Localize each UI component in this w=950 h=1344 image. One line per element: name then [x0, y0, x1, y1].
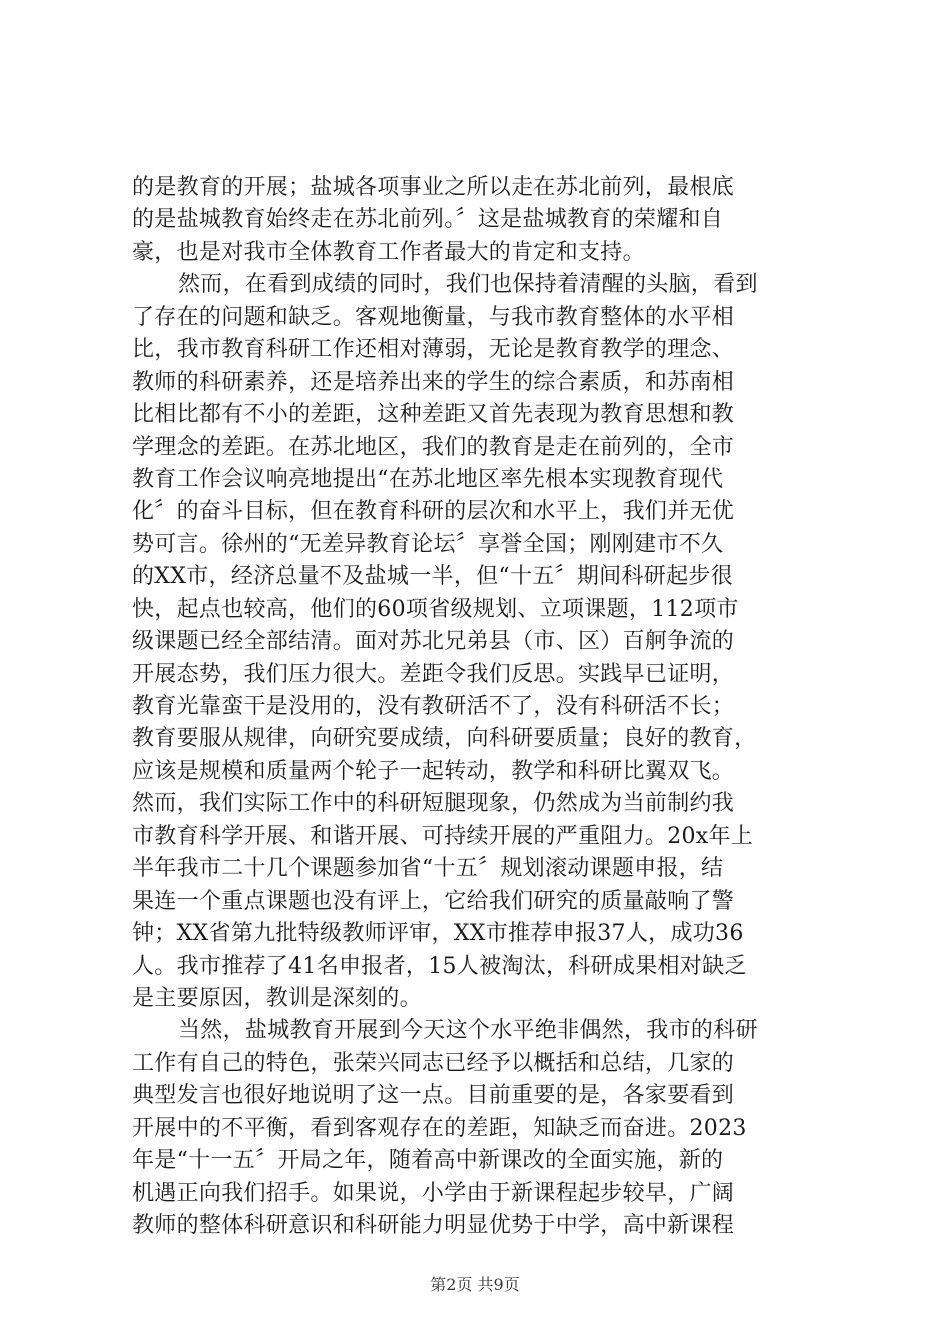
- body-text: [132, 172, 832, 1242]
- text-line: 了存在的问题和缺乏。客观地衡量，与我市教育整体的水平相: [132, 304, 735, 330]
- text-line: 教育要服从规律，向研究要成绩，向科研要质量；良好的教育，: [132, 726, 757, 752]
- text-line: 化〞的奋斗目标，但在教育科研的层次和水平上，我们并无优: [132, 499, 735, 525]
- text-line: 年是“十一五〞开局之年，随着高中新课改的全面实施，新的: [132, 1148, 724, 1174]
- text-line: 的是教育的开展；盐城各项事业之所以走在苏北前列，最根底: [132, 175, 735, 200]
- text-line: 应该是规模和质量两个轮子一起转动，教学和科研比翼双飞。: [132, 758, 735, 784]
- text-line: 教师的整体科研意识和科研能力明显优势于中学，高中新课程: [132, 1213, 735, 1238]
- text-line: 的是盐城教育始终走在苏北前列。〞这是盐城教育的荣耀和自: [132, 207, 724, 233]
- text-line: 的XX市，经济总量不及盐城一半，但“十五〞期间科研起步很: [132, 564, 733, 590]
- text-line: 教师的科研素养，还是培养出来的学生的综合素质，和苏南相: [132, 369, 735, 395]
- text-line: 人。我市推荐了41名申报者，15人被淘汰，科研成果相对缺乏: [132, 953, 747, 979]
- text-line: 半年我市二十几个课题参加省“十五〞规划滚动课题申报，结: [132, 856, 724, 882]
- paragraph-first-line: 然而，在看到成绩的同时，我们也保持着清醒的头脑，看到: [178, 272, 758, 298]
- text-line: 快，起点也较高，他们的60项省级规划、立项课题，112项市: [132, 596, 739, 622]
- paragraph-first-line: 当然，盐城教育开展到今天这个水平绝非偶然，我市的科研: [178, 1018, 758, 1044]
- text-line: 教育工作会议响亮地提出“在苏北地区率先根本实现教育现代: [132, 466, 724, 492]
- text-line: 开展中的不平衡，看到客观存在的差距，知缺乏而奋进。2023: [132, 1115, 747, 1141]
- text-line: 是主要原因，教训是深刻的。: [132, 985, 422, 1011]
- text-line: 工作有自己的特色，张荣兴同志已经予以概括和总结，几家的: [132, 1050, 735, 1076]
- text-line: 钟；XX省第九批特级教师评审，XX市推荐申报37人，成功36: [132, 921, 744, 947]
- text-line: 典型发言也很好地说明了这一点。目前重要的是，各家要看到: [132, 1083, 735, 1109]
- text-line: 市教育科学开展、和谐开展、可持续开展的严重阻力。20x年上: [132, 823, 754, 849]
- text-line: 势可言。徐州的“无差异教育论坛〞享誉全国；刚刚建市不久: [132, 531, 724, 557]
- text-line: 豪，也是对我市全体教育工作者最大的肯定和支持。: [132, 239, 645, 265]
- text-line: 学理念的差距。在苏北地区，我们的教育是走在前列的，全市: [132, 434, 735, 460]
- page-number-footer: 第2页 共9页: [430, 1275, 520, 1294]
- text-line: 然而，我们实际工作中的科研短腿现象，仍然成为当前制约我: [132, 791, 735, 817]
- text-line: 开展态势，我们压力很大。差距令我们反思。实践早已证明，: [132, 661, 735, 687]
- text-line: 比，我市教育科研工作还相对薄弱，无论是教育教学的理念、: [132, 337, 735, 363]
- text-line: 级课题已经全部结清。面对苏北兄弟县（市、区）百舸争流的: [132, 629, 735, 655]
- text-line: 教育光靠蛮干是没用的，没有教研活不了，没有科研活不长；: [132, 694, 735, 719]
- text-line: 机遇正向我们招手。如果说，小学由于新课程起步较早，广阔: [132, 1180, 735, 1206]
- text-line: 果连一个重点课题也没有评上，它给我们研究的质量敲响了警: [132, 888, 735, 914]
- text-line: 比相比都有不小的差距，这种差距又首先表现为教育思想和教: [132, 402, 735, 428]
